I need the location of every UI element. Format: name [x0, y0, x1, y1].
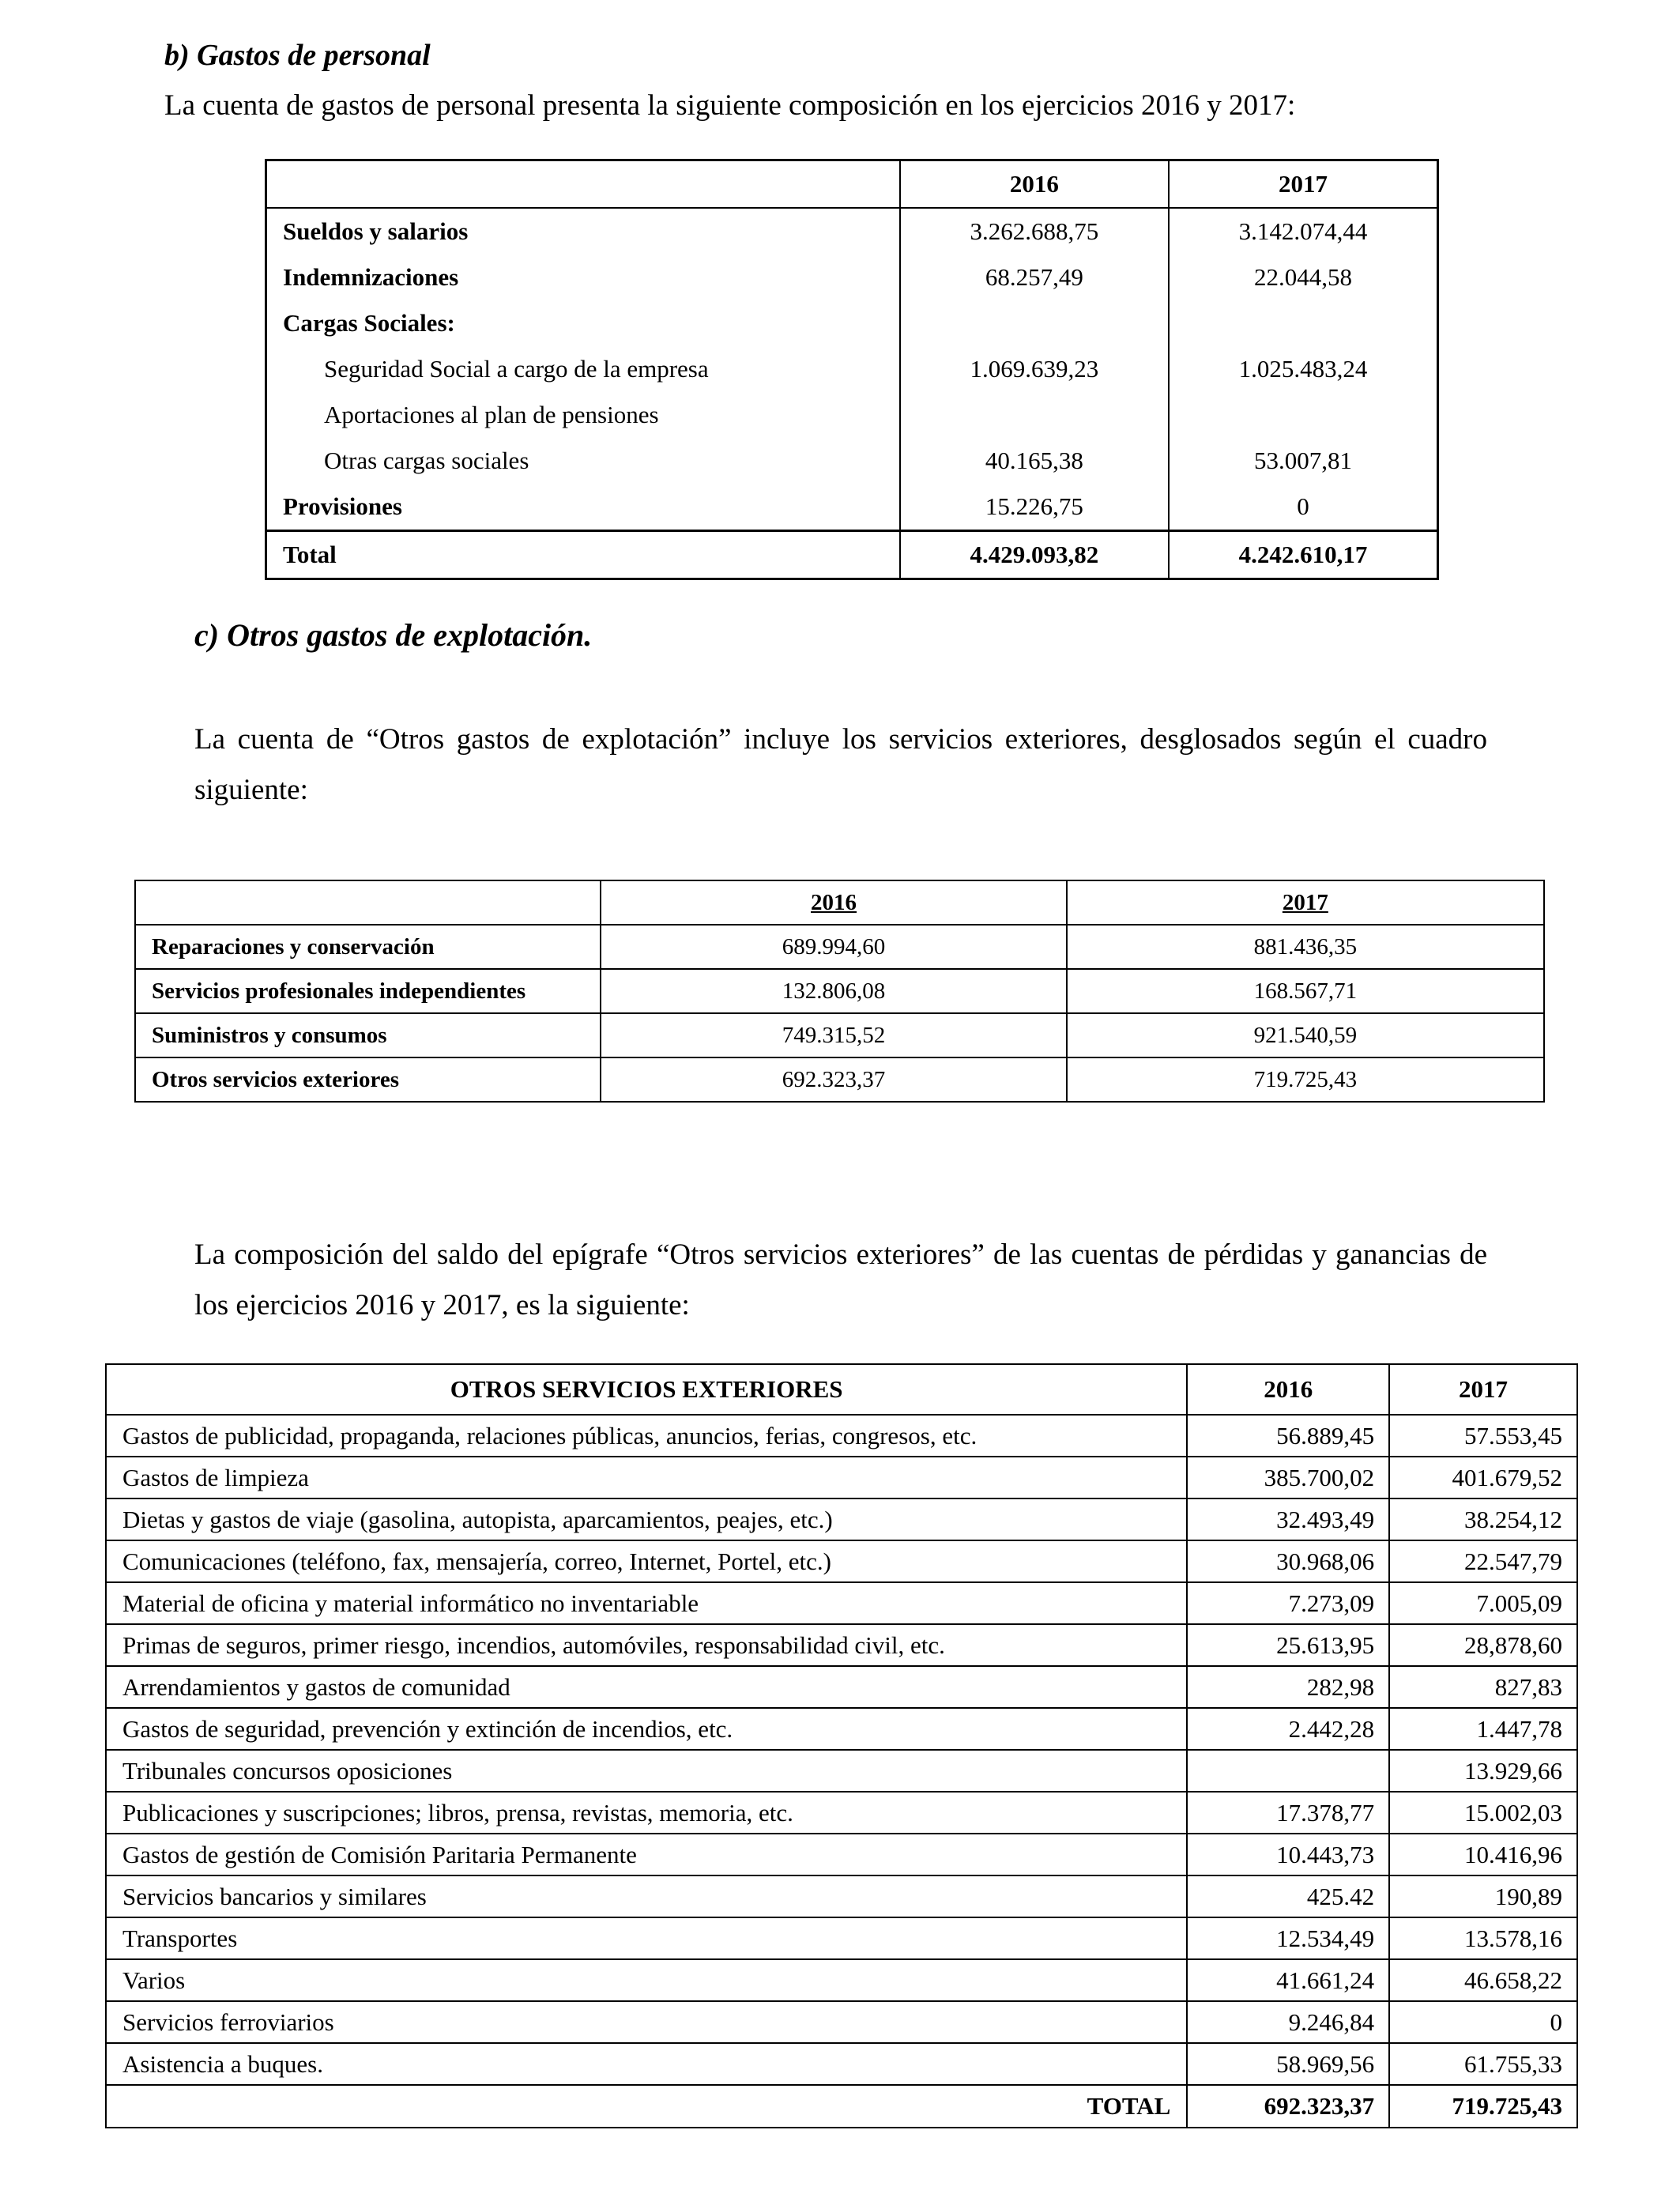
total-row — [266, 531, 1438, 579]
row-label: Aportaciones al plan de pensiones — [324, 401, 659, 428]
row-label: Tribunales concursos oposiciones — [106, 1750, 1187, 1792]
value-2017: 168.567,71 — [1067, 969, 1544, 1013]
value-2017: 13.578,16 — [1389, 1917, 1577, 1959]
value-2017: 827,83 — [1389, 1666, 1577, 1708]
row-label: Arrendamientos y gastos de comunidad — [106, 1666, 1187, 1708]
row-label: Comunicaciones (teléfono, fax, mensajería, correo, Internet, Portel, etc.) — [106, 1540, 1187, 1582]
table-row — [266, 208, 1438, 254]
total-row — [106, 2085, 1577, 2128]
table-header-row — [266, 160, 1438, 209]
total-2017: 4.242.610,17 — [1169, 531, 1437, 579]
header-2017: 2017 — [1067, 880, 1544, 925]
value-2017: 28,878,60 — [1389, 1624, 1577, 1666]
row-label: Gastos de publicidad, propaganda, relaciones públicas, anuncios, ferias, congresos, etc. — [106, 1415, 1187, 1457]
value-2016 — [900, 300, 1169, 346]
section-b-intro: La cuenta de gastos de personal presenta la siguiente composición en los ejercicios 2016 y 2017: — [164, 89, 1296, 122]
value-2016: 9.246,84 — [1187, 2001, 1389, 2043]
row-label: Dietas y gastos de viaje (gasolina, autopista, aparcamientos, peajes, etc.) — [106, 1498, 1187, 1540]
table-row — [106, 2001, 1577, 2043]
value-2016: 282,98 — [1187, 1666, 1389, 1708]
table-header-row — [135, 880, 1544, 925]
value-2017: 881.436,35 — [1067, 925, 1544, 969]
table-row — [266, 484, 1438, 531]
table-row — [266, 438, 1438, 484]
row-label: Publicaciones y suscripciones; libros, prensa, revistas, memoria, etc. — [106, 1792, 1187, 1834]
value-2016: 385.700,02 — [1187, 1457, 1389, 1498]
table-row — [106, 1624, 1577, 1666]
row-label: Cargas Sociales: — [283, 309, 455, 337]
table-row — [135, 925, 1544, 969]
header-2017: 2017 — [1389, 1364, 1577, 1415]
value-2017: 190,89 — [1389, 1875, 1577, 1917]
header-empty-cell — [266, 160, 900, 209]
table-row — [106, 1498, 1577, 1540]
table-row — [106, 1959, 1577, 2001]
operating-expenses-table — [134, 880, 1545, 1103]
value-2016 — [1187, 1750, 1389, 1792]
section-b-heading: b) Gastos de personal — [164, 39, 431, 72]
value-2016: 15.226,75 — [900, 484, 1169, 531]
value-2017: 57.553,45 — [1389, 1415, 1577, 1457]
value-2017: 13.929,66 — [1389, 1750, 1577, 1792]
value-2017: 46.658,22 — [1389, 1959, 1577, 2001]
value-2016: 749.315,52 — [601, 1013, 1066, 1057]
total-2017: 719.725,43 — [1389, 2085, 1577, 2128]
value-2016: 32.493,49 — [1187, 1498, 1389, 1540]
section-d-intro: La composición del saldo del epígrafe “Otros servicios exteriores” de las cuentas de pérdidas y ganancias de los ejercicios 2016 y 2017, es la siguiente: — [194, 1238, 1487, 1321]
value-2016: 12.534,49 — [1187, 1917, 1389, 1959]
table-row — [106, 1875, 1577, 1917]
table-row — [106, 1582, 1577, 1624]
value-2017: 0 — [1169, 484, 1437, 531]
value-2016: 3.262.688,75 — [900, 208, 1169, 254]
table-row — [106, 1540, 1577, 1582]
value-2016: 7.273,09 — [1187, 1582, 1389, 1624]
table-row — [106, 1917, 1577, 1959]
value-2017: 10.416,96 — [1389, 1834, 1577, 1875]
row-label: Primas de seguros, primer riesgo, incendios, automóviles, responsabilidad civil, etc. — [106, 1624, 1187, 1666]
value-2016: 58.969,56 — [1187, 2043, 1389, 2085]
value-2017: 61.755,33 — [1389, 2043, 1577, 2085]
row-label: Provisiones — [283, 492, 402, 520]
total-2016: 4.429.093,82 — [900, 531, 1169, 579]
value-2017: 15.002,03 — [1389, 1792, 1577, 1834]
row-label: Seguridad Social a cargo de la empresa — [324, 355, 709, 383]
table-body — [106, 1415, 1577, 2085]
value-2017: 53.007,81 — [1169, 438, 1437, 484]
row-label: Transportes — [106, 1917, 1187, 1959]
row-label: Servicios bancarios y similares — [106, 1875, 1187, 1917]
table-row — [135, 969, 1544, 1013]
row-label: Servicios ferroviarios — [106, 2001, 1187, 2043]
table-row — [106, 1666, 1577, 1708]
table-row — [106, 1792, 1577, 1834]
table-row — [106, 1457, 1577, 1498]
value-2016: 56.889,45 — [1187, 1415, 1389, 1457]
value-2016: 68.257,49 — [900, 254, 1169, 300]
value-2017: 401.679,52 — [1389, 1457, 1577, 1498]
table-row — [135, 1057, 1544, 1102]
value-2016: 40.165,38 — [900, 438, 1169, 484]
value-2016: 2.442,28 — [1187, 1708, 1389, 1750]
row-label: Varios — [106, 1959, 1187, 2001]
header-2017: 2017 — [1169, 160, 1437, 209]
value-2016 — [900, 392, 1169, 438]
header-empty-cell — [135, 880, 601, 925]
section-c-heading: c) Otros gastos de explotación. — [194, 617, 593, 653]
header-label: OTROS SERVICIOS EXTERIORES — [106, 1364, 1187, 1415]
total-label: TOTAL — [106, 2085, 1187, 2128]
table-row — [266, 346, 1438, 392]
value-2017: 38.254,12 — [1389, 1498, 1577, 1540]
section-c-intro: La cuenta de “Otros gastos de explotación” incluye los servicios exteriores, desglosados según el cuadro siguiente: — [194, 723, 1487, 806]
value-2016: 25.613,95 — [1187, 1624, 1389, 1666]
row-label: Sueldos y salarios — [283, 217, 469, 245]
value-2017: 22.547,79 — [1389, 1540, 1577, 1582]
row-label: Gastos de seguridad, prevención y extinción de incendios, etc. — [106, 1708, 1187, 1750]
table-row — [266, 300, 1438, 346]
table-row — [135, 1013, 1544, 1057]
row-label: Otras cargas sociales — [324, 447, 529, 474]
value-2017: 22.044,58 — [1169, 254, 1437, 300]
value-2016: 10.443,73 — [1187, 1834, 1389, 1875]
header-2016: 2016 — [900, 160, 1169, 209]
value-2017: 7.005,09 — [1389, 1582, 1577, 1624]
other-external-services-table — [105, 1363, 1578, 2128]
row-label: Suministros y consumos — [135, 1013, 601, 1057]
row-label: Servicios profesionales independientes — [135, 969, 601, 1013]
row-label: Reparaciones y conservación — [135, 925, 601, 969]
value-2016: 1.069.639,23 — [900, 346, 1169, 392]
value-2016: 689.994,60 — [601, 925, 1066, 969]
header-2016: 2016 — [601, 880, 1066, 925]
table-row — [106, 1708, 1577, 1750]
row-label: Material de oficina y material informático no inventariable — [106, 1582, 1187, 1624]
row-label: Gastos de gestión de Comisión Paritaria Permanente — [106, 1834, 1187, 1875]
table-row — [106, 2043, 1577, 2085]
value-2017: 1.447,78 — [1389, 1708, 1577, 1750]
value-2016: 41.661,24 — [1187, 1959, 1389, 2001]
value-2016: 17.378,77 — [1187, 1792, 1389, 1834]
row-label: Indemnizaciones — [283, 263, 459, 291]
value-2017: 921.540,59 — [1067, 1013, 1544, 1057]
value-2016: 425.42 — [1187, 1875, 1389, 1917]
row-label: Gastos de limpieza — [106, 1457, 1187, 1498]
value-2017: 1.025.483,24 — [1169, 346, 1437, 392]
table-row — [266, 254, 1438, 300]
value-2017: 3.142.074,44 — [1169, 208, 1437, 254]
total-label: Total — [266, 531, 900, 579]
table-row — [106, 1834, 1577, 1875]
header-2016: 2016 — [1187, 1364, 1389, 1415]
table-row — [106, 1415, 1577, 1457]
value-2017 — [1169, 392, 1437, 438]
table-header-row — [106, 1364, 1577, 1415]
personnel-expenses-table — [265, 159, 1439, 580]
value-2016: 132.806,08 — [601, 969, 1066, 1013]
table-row — [266, 392, 1438, 438]
total-2016: 692.323,37 — [1187, 2085, 1389, 2128]
row-label: Asistencia a buques. — [106, 2043, 1187, 2085]
value-2017 — [1169, 300, 1437, 346]
table-row — [106, 1750, 1577, 1792]
value-2017: 719.725,43 — [1067, 1057, 1544, 1102]
value-2016: 30.968,06 — [1187, 1540, 1389, 1582]
row-label: Otros servicios exteriores — [135, 1057, 601, 1102]
value-2017: 0 — [1389, 2001, 1577, 2043]
value-2016: 692.323,37 — [601, 1057, 1066, 1102]
